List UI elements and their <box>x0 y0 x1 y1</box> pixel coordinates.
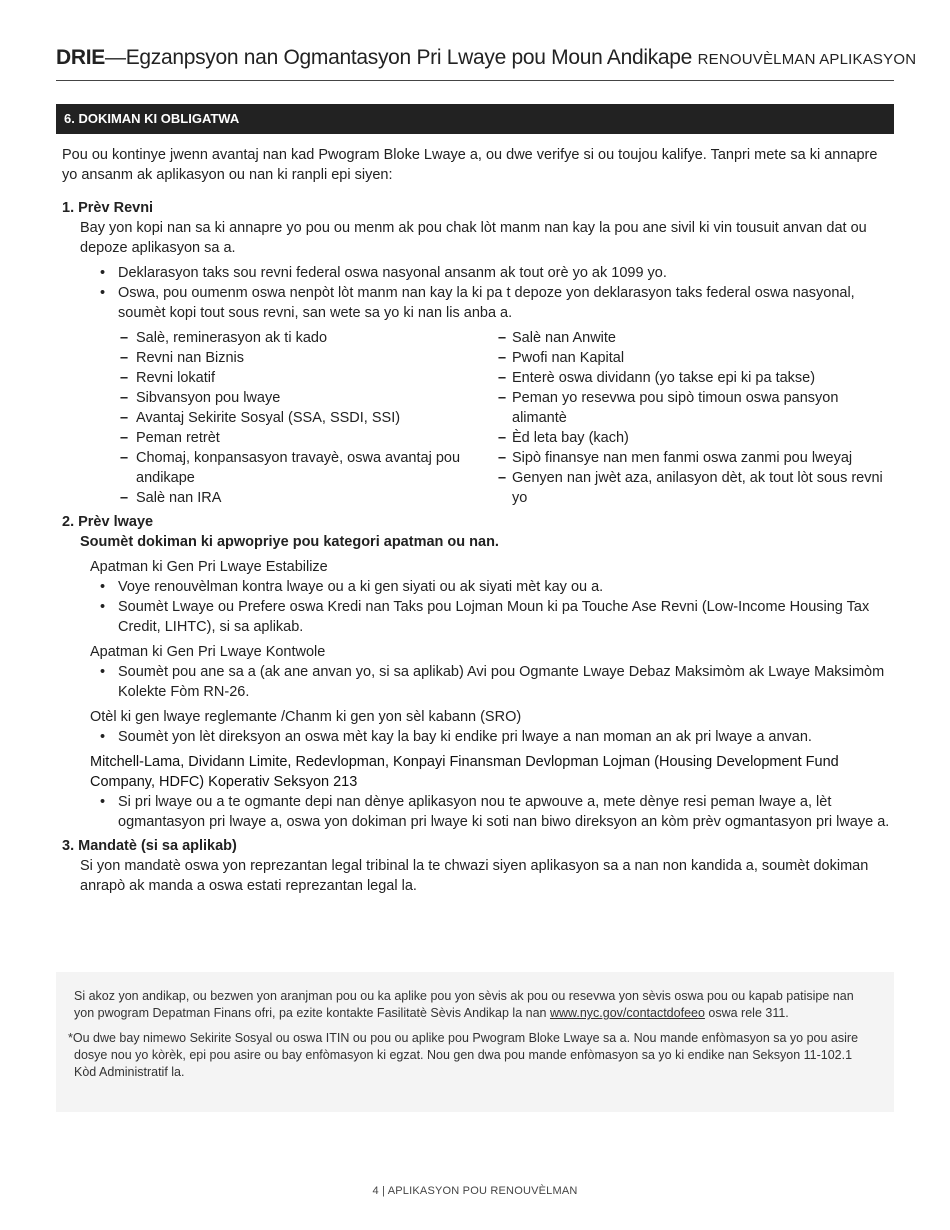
note1-text: Si akoz yon andikap, ou bezwen yon aranjman pou ou ka aplike pou yon sèvis ak pou ou resevwa yon sèvis oswa pou ou kapab patisipe nan yon pwogram Depatman Finans ofri, pa ezite kontakte Fasilitatè Sèvis Andikap la nan <box>74 989 854 1020</box>
list-item: – Enterè oswa dividann (yo takse epi ki pa takse) <box>498 368 896 388</box>
item1-bullets <box>62 263 896 323</box>
title-bold: DRIE <box>56 46 105 69</box>
note-accommodation <box>74 988 876 1022</box>
intro-paragraph: Pou ou kontinye jwenn avantaj nan kad Pwogram Bloke Lwaye a, ou dwe verifye si ou toujou kalifye. Tanpri mete sa ki annapre yo ansanm ak aplikasyon ou nan ki ranpli epi siyen: <box>62 147 878 183</box>
income-sources-col2 <box>498 328 896 508</box>
item3-heading: 3. Mandatè (si sa aplikab) <box>62 838 237 854</box>
list-item: • Oswa, pou oumenm oswa nenpòt lòt manm nan kay la ki pa t depoze yon deklarasyon taks federal oswa nasyonal, soumèt kopi tout sous revni, san wete sa yo ki nan lis anba a. <box>62 283 896 323</box>
item3-text: Si yon mandatè oswa yon reprezantan legal tribinal la te chwazi siyen aplikasyon sa a nan non kandida a, soumèt dokiman anrapò ak manda a oswa estati reprezantan legal la. <box>80 858 869 894</box>
income-sources <box>62 328 896 508</box>
page-footer: 4 | APLIKASYON POU RENOUVÈLMAN <box>372 1185 578 1197</box>
list-item: • Soumèt pou ane sa a (ak ane anvan yo, si sa aplikab) Avi pou Ogmante Lwaye Debaz Maksimòm ak Lwaye Maksimòm Kolekte Fòm RN-26. <box>62 662 896 702</box>
list-item: – Chomaj, konpansasyon travayè, oswa avantaj pou andikape <box>62 448 498 488</box>
group-bullets <box>62 662 896 702</box>
list-item: – Sipò finansye nan men fanmi oswa zanmi pou lweyaj <box>498 448 896 468</box>
list-item: – Èd leta bay (kach) <box>498 428 896 448</box>
list-item: – Salè nan Anwite <box>498 328 896 348</box>
section-heading: 6. DOKIMAN KI OBLIGATWA <box>56 104 894 134</box>
item1-text: Bay yon kopi nan sa ki annapre yo pou ou menm ak pou chak lòt manm nan kay la pou ane sivil ki vin tousuit anvan dat ou depoze aplikasyon sa a. <box>80 220 867 256</box>
list-item: • Voye renouvèlman kontra lwaye ou a ki gen siyati ou ak siyati mèt kay ou a. <box>62 577 896 597</box>
list-item: • Soumèt Lwaye ou Prefere oswa Kredi nan Taks pou Lojman Moun ki pa Touche Ase Revni (Low-Income Housing Tax Credit, LIHTC), si sa aplikab. <box>62 597 896 637</box>
contact-link[interactable]: www.nyc.gov/contactdofeeo <box>549 1006 705 1020</box>
group-title: Apatman ki Gen Pri Lwaye Kontwole <box>90 644 326 660</box>
list-item: – Avantaj Sekirite Sosyal (SSA, SSDI, SSI) <box>62 408 498 428</box>
list-item: – Genyen nan jwèt aza, anilasyon dèt, ak tout lòt sous revni yo <box>498 468 896 508</box>
group-title: Otèl ki gen lwaye reglemante /Chanm ki gen yon sèl kabann (SRO) <box>90 709 522 725</box>
list-item: – Peman yo resevwa pou sipò timoun oswa pansyon alimantè <box>498 388 896 428</box>
page-header <box>56 46 917 81</box>
list-item: – Pwofi nan Kapital <box>498 348 896 368</box>
list-item: – Peman retrèt <box>62 428 498 448</box>
group-bullets <box>62 577 896 637</box>
title-subtitle: RENOUVÈLMAN APLIKASYON <box>697 51 917 68</box>
list-item: – Sibvansyon pou lwaye <box>62 388 498 408</box>
list-item: – Salè, reminerasyon ak ti kado <box>62 328 498 348</box>
note1-tail: oswa rele 311. <box>708 1006 789 1020</box>
list-item: • Si pri lwaye ou a te ogmante depi nan dènye aplikasyon nou te apwouve a, mete dènye resi peman lwaye a, lèt ogmantasyon pri lwaye a, oswa yon dokiman pri lwaye ki soti nan biwo direksyon an kòm prèv ogmantasyon pri lwaye a. <box>62 792 896 832</box>
title-dash: — <box>104 46 126 69</box>
note-ssn: *Ou dwe bay nimewo Sekirite Sosyal ou oswa ITIN ou pou ou aplike pou Pwogram Bloke Lwaye sa a. Nou mande enfòmasyon sa yo pou asire dosye nou yo kòrèk, epi pou asire ou bay enfòmasyon ki egzat. Nou gen dwa pou mande enfòmasyon sa yo ki endike nan Seksyon 11-102.1 Kòd Administratif la. <box>68 1031 859 1079</box>
list-item: – Revni nan Biznis <box>62 348 498 368</box>
page-title <box>56 46 917 70</box>
income-sources-col1 <box>62 328 498 508</box>
item2-heading: 2. Prèv lwaye <box>62 514 154 530</box>
notes-box <box>56 972 894 1112</box>
group-bullets <box>62 727 896 747</box>
list-item: – Salè nan IRA <box>62 488 498 508</box>
list-item: – Revni lokatif <box>62 368 498 388</box>
title-main: Egzanpsyon nan Ogmantasyon Pri Lwaye pou Moun Andikape <box>125 46 693 69</box>
item1-heading: 1. Prèv Revni <box>62 200 154 216</box>
group-title: Apatman ki Gen Pri Lwaye Estabilize <box>90 559 328 575</box>
item2-subtitle: Soumèt dokiman ki apwopriye pou kategori apatman ou nan. <box>80 534 499 550</box>
section-content <box>62 145 896 896</box>
group-bullets <box>62 792 896 832</box>
list-item: • Soumèt yon lèt direksyon an oswa mèt kay la bay ki endike pri lwaye a nan moman an ak pri lwaye a anvan. <box>62 727 896 747</box>
group-title: Mitchell-Lama, Dividann Limite, Redevlopman, Konpayi Finansman Devlopman Lojman (Housing Development Fund Company, HDFC) Koperativ Seksyon 213 <box>90 754 839 790</box>
list-item: • Deklarasyon taks sou revni federal oswa nasyonal ansanm ak tout orè yo ak 1099 yo. <box>62 263 896 283</box>
